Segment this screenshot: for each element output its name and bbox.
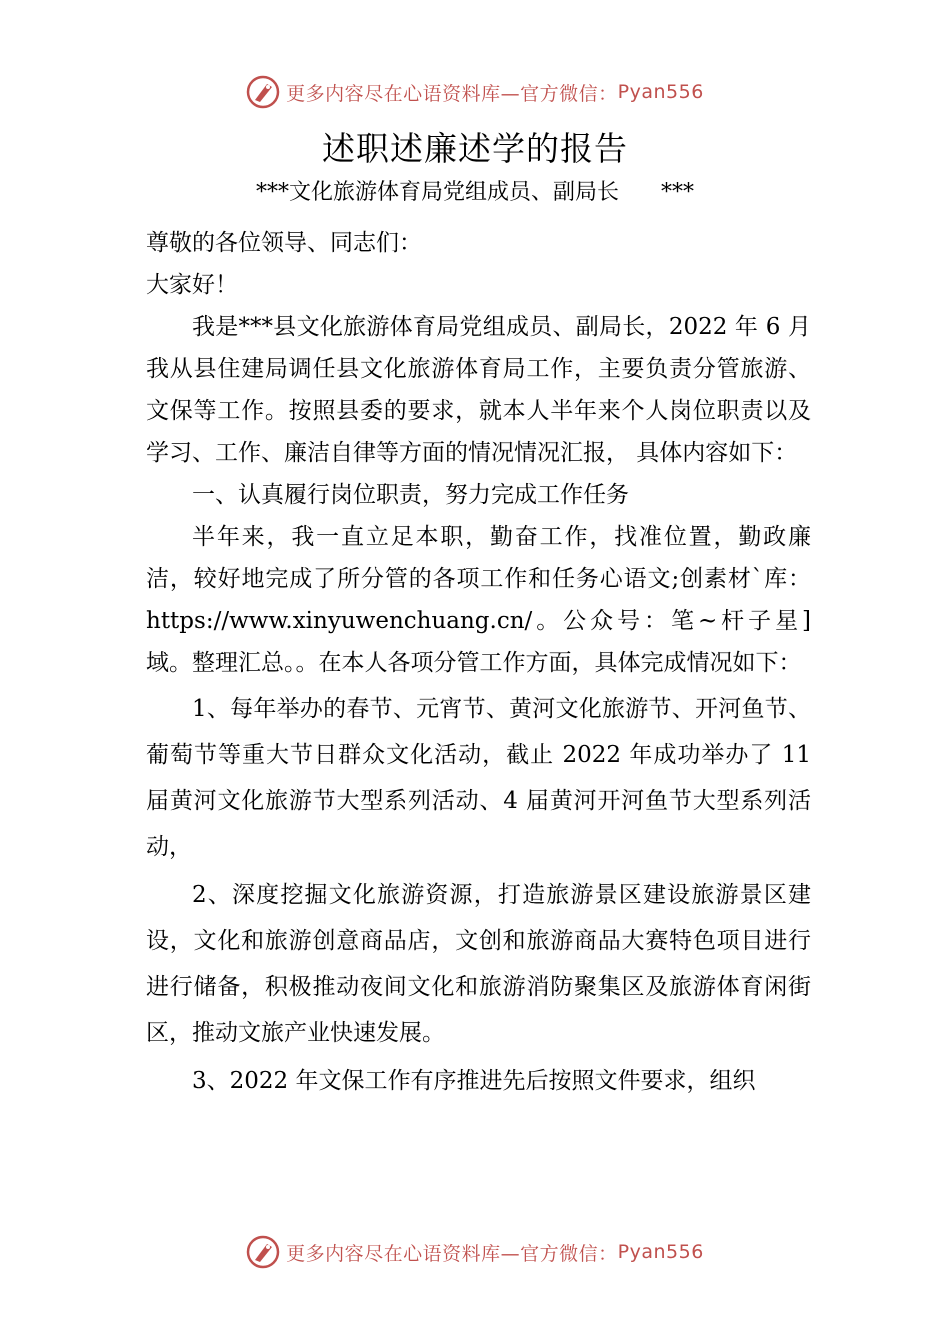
- document-title: 述职述廉述学的报告: [322, 129, 628, 168]
- section-1-heading: 一、认真履行岗位职责，努力完成工作任务: [192, 482, 629, 508]
- fountain-pen-nib-icon: [246, 75, 280, 109]
- intro-paragraph: 我是***县文化旅游体育局党组成员、副局长，2022 年 6 月我从县住建局调任县文化旅游体育局工作，主要负责分管旅游、文保等工作。按照县委的要求，就本人半年来个人岗位职责以及学习、工作、廉洁自律等方面的情况情况汇报， 具体内容如下：: [146, 314, 811, 466]
- watermark-wechat-id: Pyan556: [617, 81, 704, 103]
- watermark-header: [0, 72, 950, 112]
- item-2-paragraph: 2、深度挖掘文化旅游资源，打造旅游景区建设旅游景区建设，文化和旅游创意商品店，文创和旅游商品大赛特色项目进行进行储备，积极推动夜间文化和旅游消防聚集区及旅游体育闲街区，推动文旅产业快速发展。: [146, 882, 811, 1046]
- section-1-body: 半年来，我一直立足本职，勤奋工作，找准位置，勤政廉洁，较好地完成了所分管的各项工作和任务心语文;创素材`库：https://www.xinyuwenchuang.cn/。公众号：笔~杆子星]域。整理汇总。。在本人各项分管工作方面，具体完成情况如下：: [146, 524, 811, 676]
- document-body: [146, 222, 811, 1104]
- document-subtitle: ***文化旅游体育局党组成员、副局长 ***: [256, 180, 694, 205]
- watermark-text: 更多内容尽在心语资料库—官方微信：: [286, 1242, 618, 1265]
- fountain-pen-nib-icon: [246, 1235, 280, 1269]
- watermark-footer: [0, 1232, 950, 1272]
- salutation: 尊敬的各位领导、同志们：: [146, 230, 422, 256]
- item-3-paragraph: 3、2022 年文保工作有序推进先后按照文件要求，组织: [192, 1068, 756, 1094]
- watermark-text: 更多内容尽在心语资料库—官方微信：: [286, 82, 618, 105]
- item-1-paragraph: 1、每年举办的春节、元宵节、黄河文化旅游节、开河鱼节、葡萄节等重大节日群众文化活动，截止 2022 年成功举办了 11 届黄河文化旅游节大型系列活动、4 届黄河开河鱼节大型系列活动，: [146, 696, 811, 860]
- watermark-wechat-id: Pyan556: [617, 1241, 704, 1263]
- greeting: 大家好！: [146, 272, 238, 298]
